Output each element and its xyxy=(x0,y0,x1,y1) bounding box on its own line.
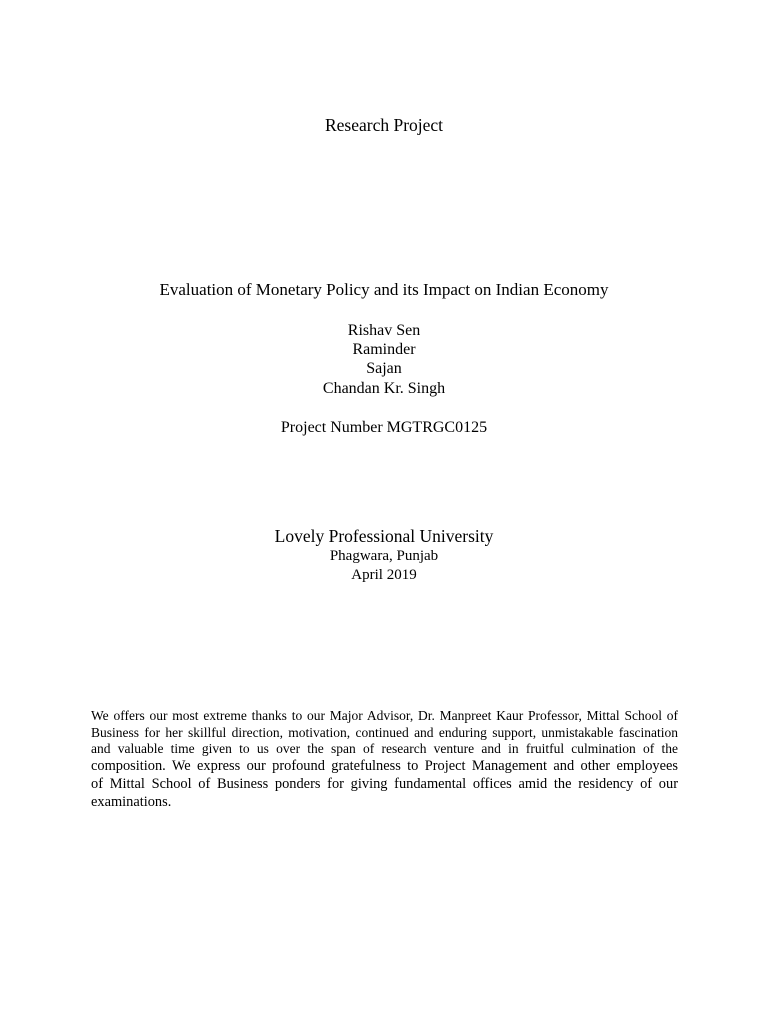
author-name: Raminder xyxy=(352,341,416,358)
institution-name: Lovely Professional University xyxy=(274,526,494,546)
project-number: Project Number MGTRGC0125 xyxy=(280,419,488,436)
acknowledgement-line: composition. We express our profound gratefulness to Project Management and other employees xyxy=(91,758,678,774)
acknowledgement-line: of Mittal School of Business ponders for giving fundamental offices amid the residency of our xyxy=(91,776,678,792)
acknowledgement-line: We offers our most extreme thanks to our Major Advisor, Dr. Manpreet Kaur Professor, Mittal School of xyxy=(91,708,678,723)
acknowledgement-line: examinations. xyxy=(91,794,172,810)
project-title: Evaluation of Monetary Policy and its Impact on Indian Economy xyxy=(159,280,609,299)
author-name: Chandan Kr. Singh xyxy=(322,380,446,397)
acknowledgement-line: and valuable time given to us over the span of research venture and in fruitful culmination of the xyxy=(91,741,678,756)
document-heading: Research Project xyxy=(324,115,444,135)
institution-location: Phagwara, Punjab xyxy=(329,548,439,564)
author-name: Sajan xyxy=(366,360,402,377)
submission-date: April 2019 xyxy=(351,567,417,583)
author-name: Rishav Sen xyxy=(347,322,421,339)
acknowledgement-line: Business for her skillful direction, motivation, continued and enduring support, unmistakable fascination xyxy=(91,725,678,740)
